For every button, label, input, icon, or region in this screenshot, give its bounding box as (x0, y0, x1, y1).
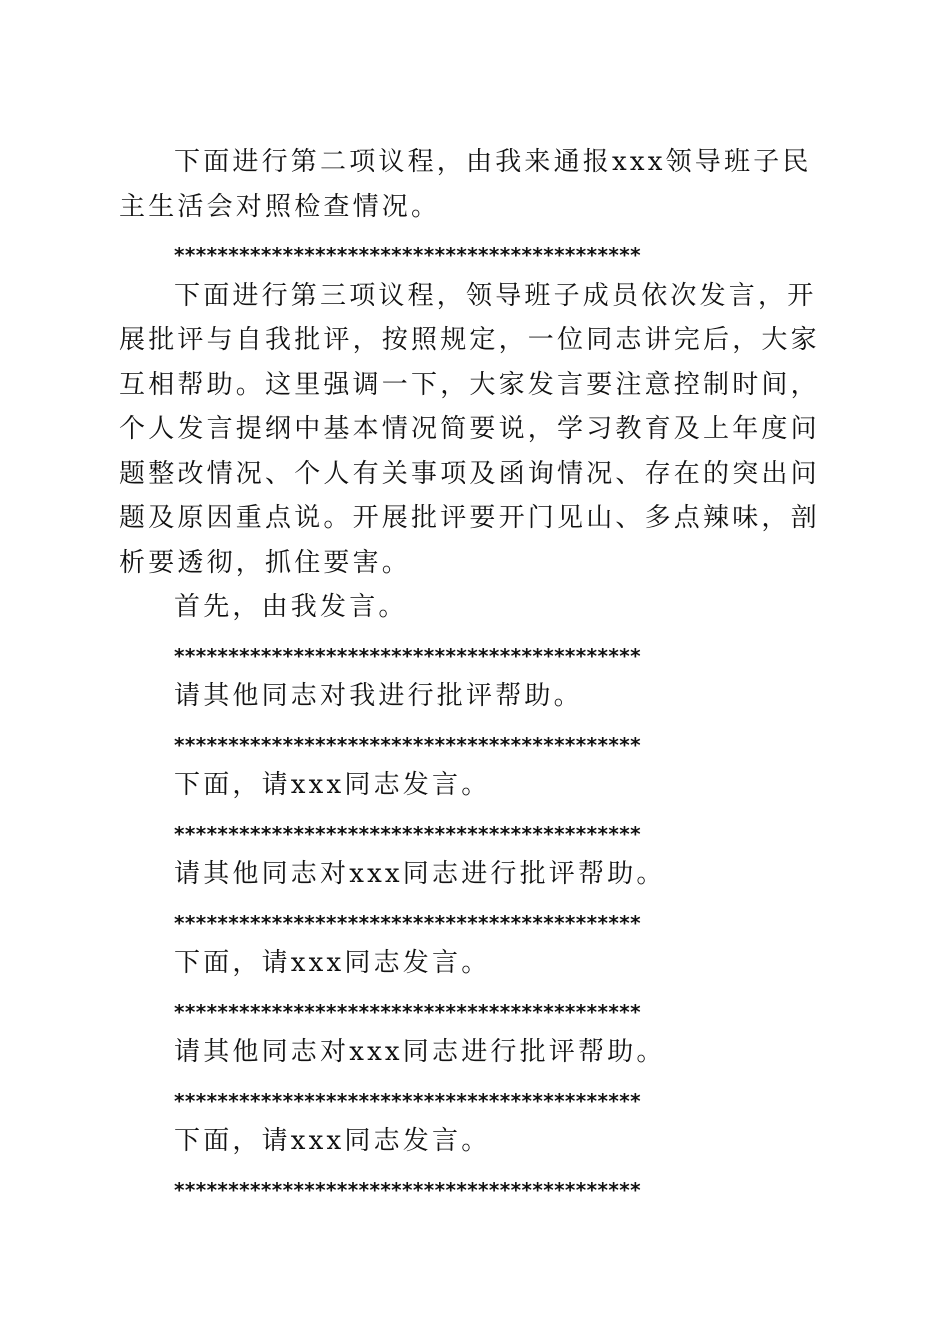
separator-stars: ******************************************* (174, 643, 641, 668)
separator-stars: ******************************************* (174, 910, 641, 935)
line-first-speech: 首先，由我发言。 (174, 592, 408, 622)
line-request-criticism: 请其他同志对xxx同志进行批评帮助。 (174, 1037, 666, 1067)
line-next-speaker: 下面，请xxx同志发言。 (174, 1126, 491, 1156)
line-request-criticism: 请其他同志对xxx同志进行批评帮助。 (174, 859, 666, 889)
document-page (119, 140, 831, 1208)
separator-stars: ******************************************* (174, 1088, 641, 1113)
separator-stars: ******************************************* (174, 999, 641, 1024)
line-next-speaker: 下面，请xxx同志发言。 (174, 770, 491, 800)
line-request-criticism: 请其他同志对我进行批评帮助。 (174, 681, 583, 711)
separator-stars: ******************************************* (174, 1177, 641, 1202)
paragraph-agenda-item-2: 下面进行第二项议程，由我来通报xxx领导班子民主生活会对照检查情况。 (119, 147, 812, 222)
separator-stars: ******************************************* (174, 732, 641, 757)
paragraph-agenda-item-3: 下面进行第三项议程，领导班子成员依次发言，开展批评与自我批评，按照规定，一位同志讲完后，大家互相帮助。这里强调一下，大家发言要注意控制时间，个人发言提纲中基本情况简要说，学习教育及上年度问题整改情况、个人有关事项及函询情况、存在的突出问题及原因重点说。开展批评要开门见山、多点辣味，剖析要透彻，抓住要害。 (119, 280, 820, 578)
separator-stars: ******************************************* (174, 243, 641, 267)
separator-stars: ******************************************* (174, 821, 641, 846)
line-next-speaker: 下面，请xxx同志发言。 (174, 948, 491, 978)
